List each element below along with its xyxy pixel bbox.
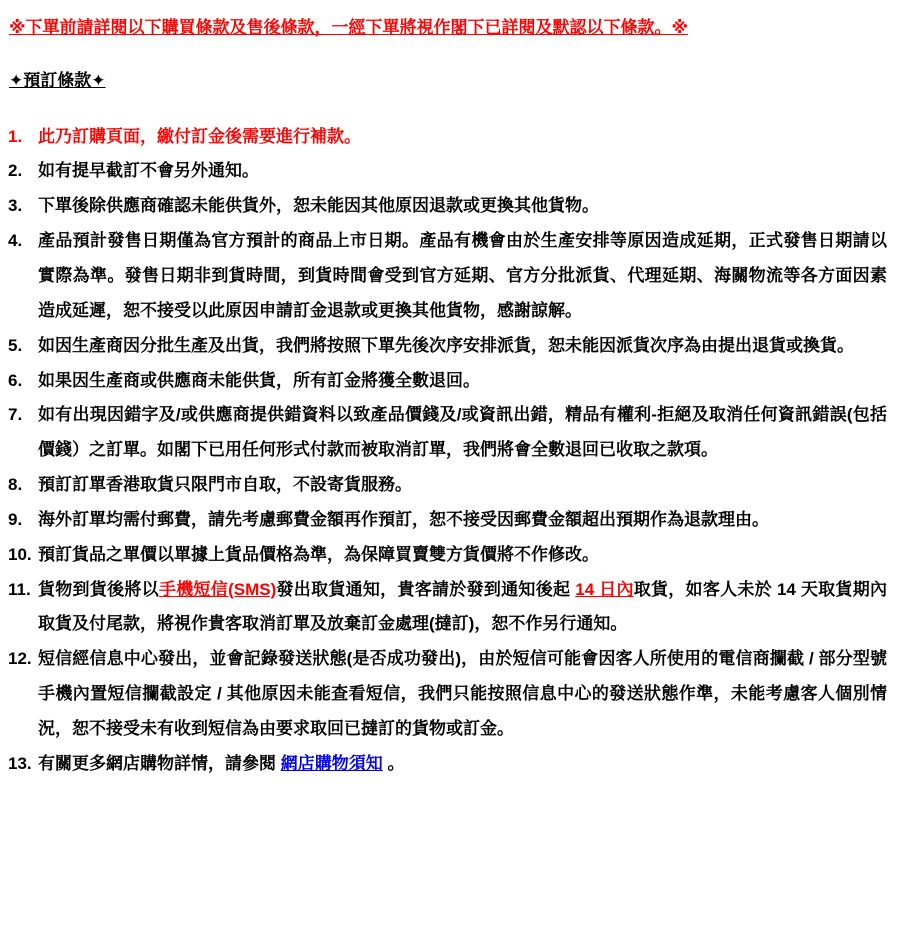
plain-text: 預訂訂單香港取貨只限門市自取，不設寄貨服務。 xyxy=(38,475,412,495)
term-number: 9. xyxy=(8,509,23,529)
term-text xyxy=(38,538,887,573)
plain-text: 如有提早截訂不會另外通知。 xyxy=(38,161,259,181)
term-text xyxy=(38,120,887,155)
term-item xyxy=(8,364,887,399)
term-number: 12. xyxy=(8,649,32,669)
term-number: 7. xyxy=(8,405,23,425)
plain-text: 海外訂單均需付郵費，請先考慮郵費金額再作預訂，恕不接受因郵費金額超出預期作為退款理由。 xyxy=(38,509,769,529)
plain-text: 產品預計發售日期僅為官方預計的商品上市日期。產品有機會由於生產安排等原因造成延期，正式發售日期請以實際為準。發售日期非到貨時間，到貨時間會受到官方延期、官方分批派貨、代理延期、海關物流等各方面因素造成延遲，恕不接受以此原因申請訂金退款或更換其他貨物，感謝諒解。 xyxy=(38,231,887,320)
term-number: 1. xyxy=(8,126,23,146)
term-number: 10. xyxy=(8,544,32,564)
term-item xyxy=(8,398,887,468)
section-heading-preorder-terms: ✦預訂條款✦ xyxy=(9,70,106,90)
plain-text: 發出取貨通知，貴客請於發到通知後起 xyxy=(276,579,576,599)
term-number: 3. xyxy=(8,196,23,216)
plain-text: 取貨，如客人未於 14 天取貨期內取貨及付尾款，將視作貴客取消訂單及放棄訂金處理(撻訂)，恕不作另行通知。 xyxy=(38,579,887,634)
term-text xyxy=(38,642,887,747)
term-item xyxy=(8,329,887,364)
store-shopping-notes-link[interactable]: 網店購物須知 xyxy=(280,753,383,773)
term-text xyxy=(38,747,887,782)
plain-text: 預訂貨品之單價以單據上貨品價格為準，為保障買賣雙方貨價將不作修改。 xyxy=(38,544,599,564)
term-number: 6. xyxy=(8,370,23,390)
term-item xyxy=(8,747,887,782)
term-item xyxy=(8,468,887,503)
page-title: ※下單前請詳閱以下購買條款及售後條款，一經下單將視作閣下已詳閱及默認以下條款。※ xyxy=(9,18,689,37)
highlighted-text: 手機短信(SMS) xyxy=(158,579,277,599)
term-item xyxy=(8,538,887,573)
term-item xyxy=(8,120,887,155)
term-item xyxy=(8,224,887,329)
plain-text: 。 xyxy=(382,753,405,773)
plain-text: 如有出現因錯字及/或供應商提供錯資料以致產品價錢及/或資訊出錯，精品有權利-拒絕及取消任何資訊錯誤(包括價錢）之訂單。如閣下已用任何形式付款而被取消訂單，我們將會全數退回已收取之款項。 xyxy=(38,405,887,460)
term-number: 13. xyxy=(8,753,32,773)
term-text xyxy=(38,224,887,329)
term-text xyxy=(38,329,887,364)
term-item xyxy=(8,189,887,224)
plain-text: 貨物到貨後將以 xyxy=(38,579,159,599)
term-number: 5. xyxy=(8,335,23,355)
term-number: 4. xyxy=(8,231,23,251)
term-number: 8. xyxy=(8,475,23,495)
plain-text: 有關更多網店購物詳情，請參閱 xyxy=(38,753,281,773)
term-item xyxy=(8,573,887,643)
plain-text: 此乃訂購頁面，繳付訂金後需要進行補款。 xyxy=(38,126,361,146)
term-text xyxy=(38,154,887,189)
term-text xyxy=(38,189,887,224)
term-item xyxy=(8,154,887,189)
plain-text: 下單後除供應商確認未能供貨外，恕未能因其他原因退款或更換其他貨物。 xyxy=(38,196,599,216)
plain-text: 短信經信息中心發出，並會記錄發送狀態(是否成功發出)，由於短信可能會因客人所使用的電信商攔截 / 部分型號手機內置短信攔截設定 / 其他原因未能查看短信，我們只能按照信息中心的發送狀態作準，未能考慮客人個別情況，恕不接受未有收到短信為由要求取回已撻訂的貨物或訂金。 xyxy=(38,649,887,738)
plain-text: 如因生產商因分批生產及出貨，我們將按照下單先後次序安排派貨，恕未能因派貨次序為由提出退貨或換貨。 xyxy=(38,335,854,355)
terms-list xyxy=(8,120,887,782)
term-number: 11. xyxy=(8,579,31,599)
term-item xyxy=(8,503,887,538)
term-item xyxy=(8,642,887,747)
highlighted-text: 14 日內 xyxy=(575,579,634,599)
term-text xyxy=(38,364,887,399)
term-text xyxy=(38,573,887,643)
plain-text: 如果因生產商或供應商未能供貨，所有訂金將獲全數退回。 xyxy=(38,370,480,390)
term-text xyxy=(38,468,887,503)
term-number: 2. xyxy=(8,161,23,181)
term-text xyxy=(38,503,887,538)
term-text xyxy=(38,398,887,468)
